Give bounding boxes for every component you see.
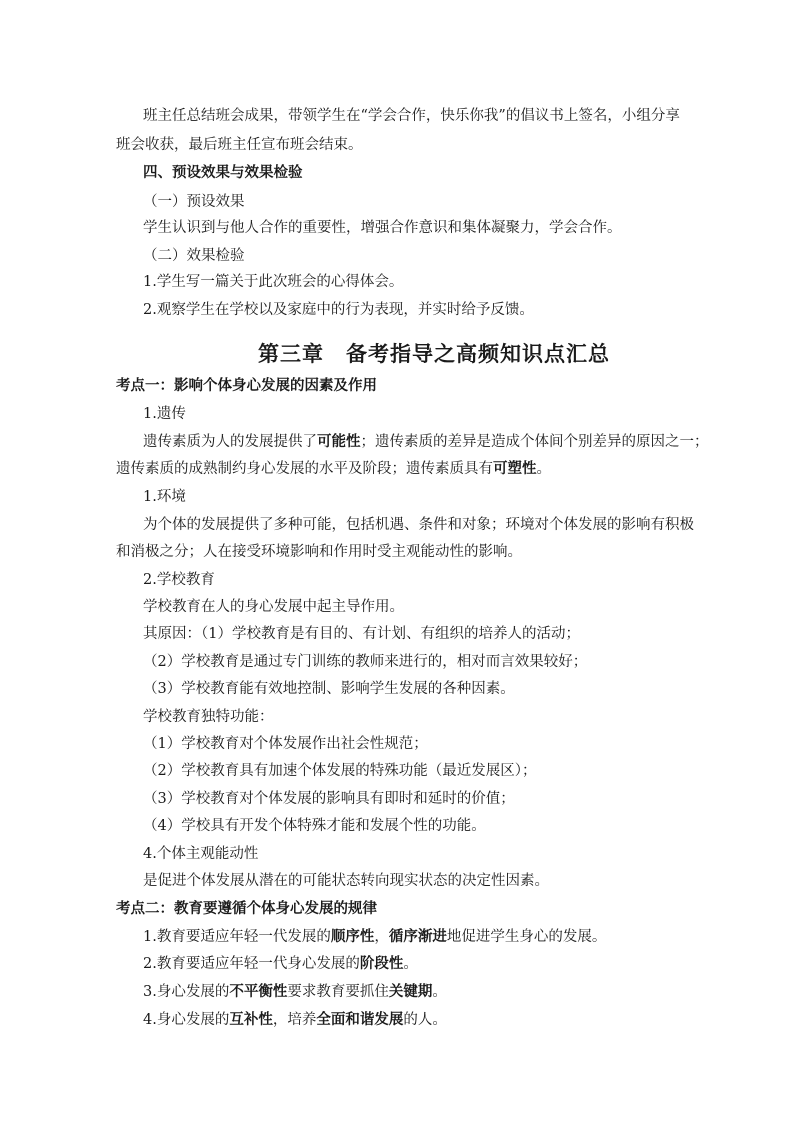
- heredity-line-1: [143, 432, 709, 452]
- chapter-title: 第三章 备考指导之高频知识点汇总: [258, 341, 610, 366]
- school-line-1: 学校教育在人的身心发展中起主导作用。: [143, 599, 404, 615]
- text-run: 2.教育要适应年轻一代身心发展的: [143, 956, 360, 972]
- key-term: 关键期: [388, 983, 433, 1000]
- key-term: 循序渐进: [388, 928, 447, 945]
- text-run: 3.身心发展的: [143, 984, 230, 1000]
- key-term: 全面和谐发展: [316, 1011, 404, 1028]
- section-4-sub1-text: 学生认识到与他人合作的重要性，增强合作意识和集体凝聚力，学会合作。: [143, 220, 622, 236]
- intro-line-1: 班主任总结班会成果，带领学生在“学会合作，快乐你我”的倡议书上签名，小组分享: [143, 108, 680, 124]
- school-function-1: （1）学校教育对个体发展作出社会性规范；: [143, 736, 428, 752]
- environment-line-2: 和消极之分；人在接受环境影响和作用时受主观能动性的影响。: [116, 544, 522, 560]
- text-run: 。: [403, 956, 418, 972]
- section-4-item-2: 2.观察学生在学校以及家庭中的行为表现，并实时给予反馈。: [143, 302, 534, 318]
- school-reason-1: 其原因：（1）学校教育是有目的、有计划、有组织的培养人的活动；: [143, 626, 580, 642]
- text-run: 遗传素质的成熟制约身心发展的水平及阶段；遗传素质具有: [116, 461, 493, 477]
- text-run: 遗传素质为人的发展提供了: [143, 434, 317, 450]
- kp2-title: 考点二：教育要遵循个体身心发展的规律: [116, 900, 377, 917]
- rule-3: [143, 982, 447, 1002]
- text-run: ，培养: [272, 1012, 317, 1028]
- kp1-title: 考点一：影响个体身心发展的因素及作用: [116, 377, 377, 394]
- key-term: 可能性: [317, 433, 361, 450]
- text-run: ；遗传素质的差异是造成个体间个别差异的原因之一；: [360, 434, 709, 450]
- school-reason-3: （3）学校教育能有效地控制、影响学生发展的各种因素。: [143, 681, 515, 697]
- key-term: 阶段性: [359, 955, 404, 972]
- key-term: 可塑性: [493, 460, 537, 477]
- heredity-heading: 1.遗传: [143, 406, 186, 422]
- text-run: ，: [374, 929, 389, 945]
- key-term: 不平衡性: [229, 983, 288, 1000]
- section-4-sub1: （一）预设效果: [143, 194, 245, 210]
- section-4-sub2: （二）效果检验: [143, 248, 245, 264]
- school-heading: 2.学校教育: [143, 572, 215, 588]
- text-run: 要求教育要抓住: [287, 984, 389, 1000]
- rule-4: [143, 1010, 447, 1030]
- school-function-4: （4）学校具有开发个体特殊才能和发展个性的功能。: [143, 818, 486, 834]
- school-function-2: （2）学校教育具有加速个体发展的特殊功能（最近发展区）；: [143, 763, 537, 779]
- environment-line-1: 为个体的发展提供了多种可能，包括机遇、条件和对象；环境对个体发展的影响有积极: [143, 517, 694, 533]
- school-reason-2: （2）学校教育是通过专门训练的教师来进行的，相对而言效果较好；: [143, 654, 588, 670]
- text-run: 4.身心发展的: [143, 1012, 230, 1028]
- school-function-3: （3）学校教育对个体发展的影响具有即时和延时的价值；: [143, 791, 515, 807]
- environment-heading: 1.环境: [143, 489, 186, 505]
- rule-1: [143, 927, 606, 947]
- text-run: 1.教育要适应年轻一代发展的: [143, 929, 331, 945]
- section-4-title: 四、预设效果与效果检验: [143, 164, 303, 181]
- subjective-heading: 4.个体主观能动性: [143, 846, 259, 862]
- text-run: 。: [536, 461, 551, 477]
- school-unique-heading: 学校教育独特功能：: [143, 709, 274, 725]
- rule-2: [143, 954, 418, 974]
- key-term: 顺序性: [330, 928, 375, 945]
- intro-line-2: 班会收获，最后班主任宣布班会结束。: [116, 137, 363, 153]
- key-term: 互补性: [229, 1011, 273, 1028]
- text-run: 地促进学生身心的发展。: [446, 929, 607, 945]
- heredity-line-2: [116, 459, 551, 479]
- text-run: 的人。: [403, 1012, 447, 1028]
- subjective-line-1: 是促进个体发展从潜在的可能状态转向现实状态的决定性因素。: [143, 873, 549, 889]
- text-run: 。: [432, 984, 447, 1000]
- section-4-item-1: 1.学生写一篇关于此次班会的心得体会。: [143, 274, 404, 290]
